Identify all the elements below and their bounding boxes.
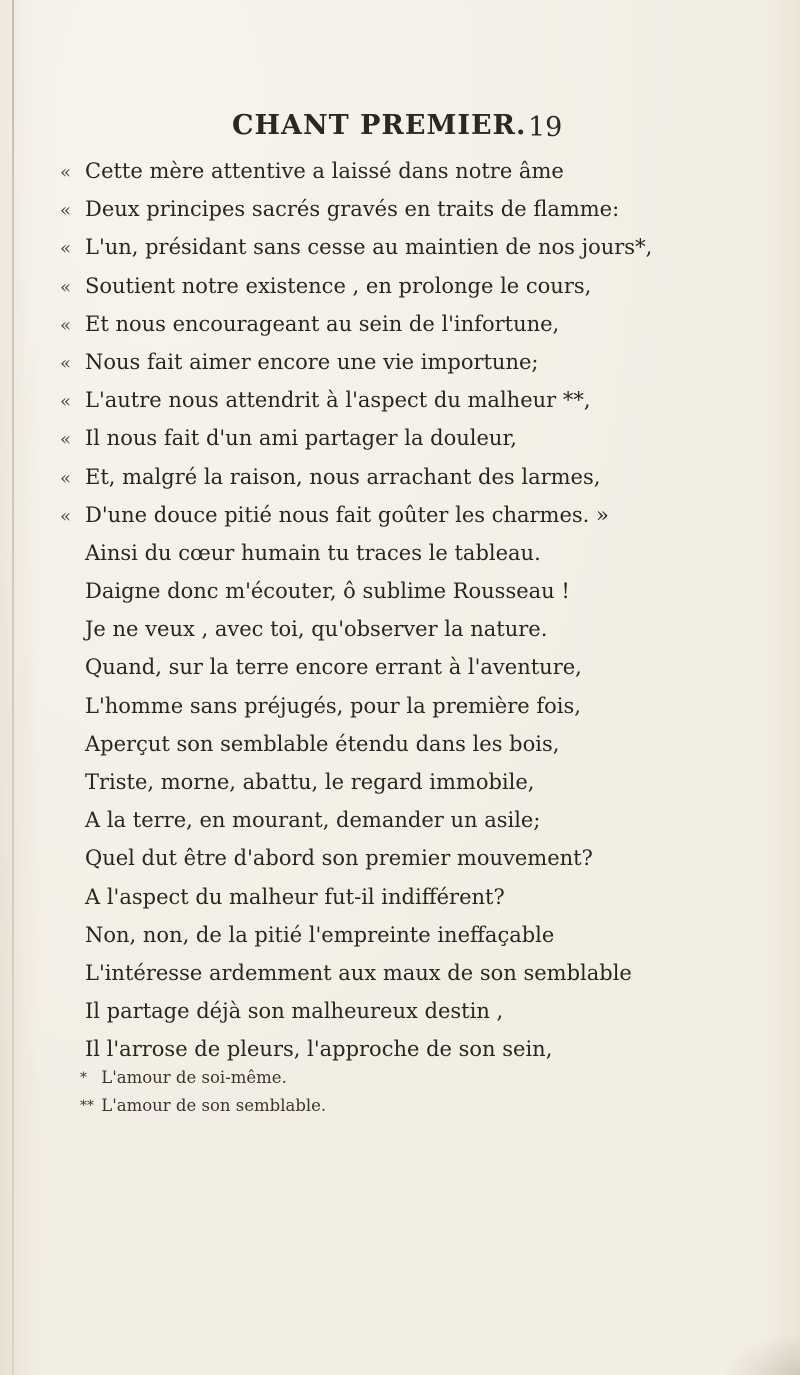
verse-line xyxy=(60,190,780,228)
verse-line xyxy=(60,687,780,725)
verse-line xyxy=(60,725,780,763)
quote-mark: « xyxy=(60,238,72,260)
footnote-mark: ** xyxy=(80,1098,94,1114)
verse-text: Triste, morne, abattu, le regard immobile, xyxy=(85,770,535,794)
quote-mark: « xyxy=(60,467,72,489)
verse-text: Ainsi du cœur humain tu traces le tableau. xyxy=(85,540,541,565)
verse-line xyxy=(60,878,780,916)
verse-line xyxy=(60,267,780,305)
verse-line xyxy=(60,152,780,190)
verse-text: Quel dut être d'abord son premier mouvement? xyxy=(85,846,593,871)
verse-text: Daigne donc m'écouter, ô sublime Rousseau ! xyxy=(85,579,570,604)
page-number: 19 xyxy=(528,112,563,143)
verse-line xyxy=(60,305,780,343)
verse-line xyxy=(60,496,780,534)
verse-text: L'intéresse ardemment aux maux de son semblable xyxy=(85,960,632,985)
verse-text: Il nous fait d'un ami partager la douleur, xyxy=(85,426,517,451)
verse-line xyxy=(60,992,780,1030)
footnote xyxy=(80,1064,720,1092)
verse-line xyxy=(60,419,780,457)
verse-text: A la terre, en mourant, demander un asile; xyxy=(85,808,541,833)
verse-line xyxy=(60,534,780,572)
quote-mark: « xyxy=(60,505,72,527)
verse-text: D'une douce pitié nous fait goûter les charmes. » xyxy=(85,502,609,527)
footnote-mark: * xyxy=(80,1070,87,1086)
verse-line xyxy=(60,381,780,419)
verse-line xyxy=(60,610,780,648)
footnotes xyxy=(80,1064,720,1120)
verse-text: L'un, présidant sans cesse au maintien de nos jours*, xyxy=(85,235,653,260)
verse-line xyxy=(60,1030,780,1068)
verse-line xyxy=(60,763,780,801)
verse-line xyxy=(60,228,780,266)
verse-text: Non, non, de la pitié l'empreinte ineffaçable xyxy=(85,922,555,947)
verse-text: Cette mère attentive a laissé dans notre âme xyxy=(85,159,564,183)
verse-line xyxy=(60,954,780,992)
quote-mark: « xyxy=(60,314,72,336)
verse-line xyxy=(60,648,780,686)
quote-mark: « xyxy=(60,391,72,413)
running-head: CHANT PREMIER. xyxy=(232,110,527,141)
verse-line xyxy=(60,839,780,877)
quote-mark: « xyxy=(60,200,72,222)
verse-text: Nous fait aimer encore une vie importune; xyxy=(85,349,539,374)
page-header xyxy=(0,110,800,150)
verse-text: A l'aspect du malheur fut-il indifférent? xyxy=(85,884,505,909)
verse-line xyxy=(60,572,780,610)
verse-text: Et, malgré la raison, nous arrachant des larmes, xyxy=(85,464,601,489)
poem-body xyxy=(60,152,780,1069)
verse-text: L'autre nous attendrit à l'aspect du malheur **, xyxy=(85,388,591,413)
page-corner-stain xyxy=(720,1335,800,1375)
quote-mark: « xyxy=(60,352,72,374)
verse-text: Deux principes sacrés gravés en traits de flamme: xyxy=(85,197,620,222)
footnote-text: L'amour de soi-même. xyxy=(101,1068,287,1087)
quote-mark: « xyxy=(60,276,72,298)
quote-mark: « xyxy=(60,162,72,183)
quote-mark: « xyxy=(60,429,72,451)
footnote xyxy=(80,1092,720,1120)
verse-line xyxy=(60,916,780,954)
verse-text: Et nous encourageant au sein de l'infortune, xyxy=(85,311,560,336)
verse-line xyxy=(60,801,780,839)
verse-text: Quand, sur la terre encore errant à l'aventure, xyxy=(85,655,582,680)
verse-line xyxy=(60,458,780,496)
footnote-text: L'amour de son semblable. xyxy=(101,1096,327,1115)
gutter-shadow xyxy=(12,0,14,1375)
verse-text: Il l'arrose de pleurs, l'approche de son sein, xyxy=(85,1037,553,1062)
verse-text: Il partage déjà son malheureux destin , xyxy=(85,999,504,1024)
verse-text: Soutient notre existence , en prolonge le cours, xyxy=(85,273,592,298)
verse-text: Je ne veux , avec toi, qu'observer la nature. xyxy=(85,617,548,642)
verse-text: Aperçut son semblable étendu dans les bois, xyxy=(85,731,560,756)
verse-line xyxy=(60,343,780,381)
verse-text: L'homme sans préjugés, pour la première fois, xyxy=(85,693,581,718)
